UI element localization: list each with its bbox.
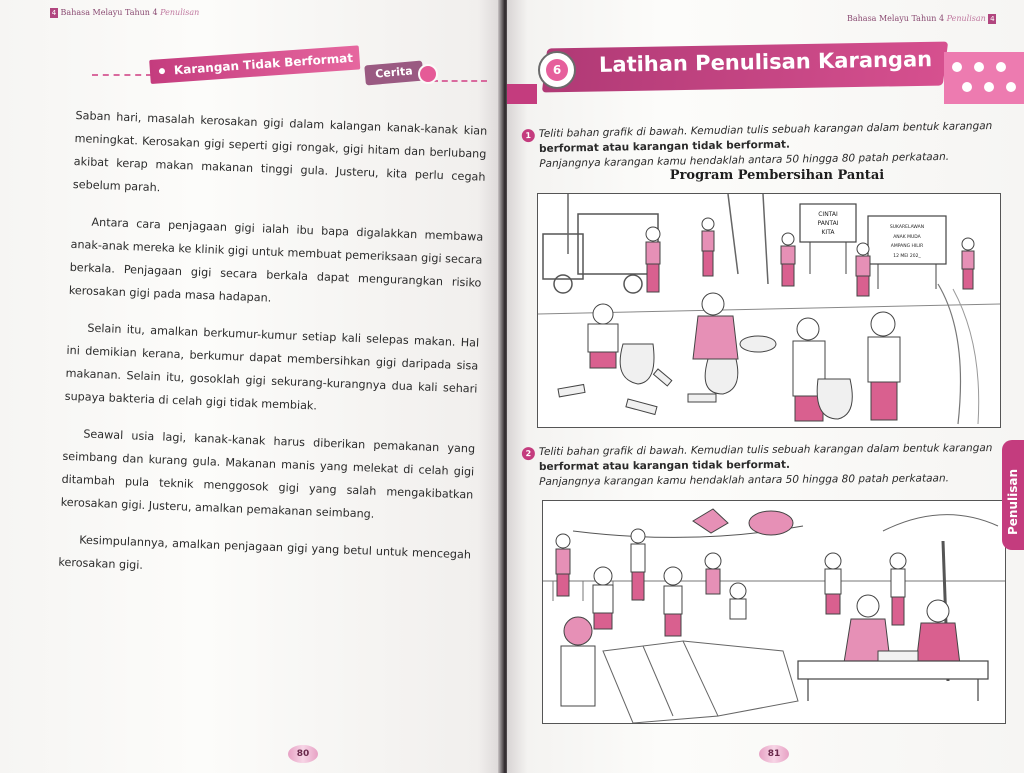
image-title: Program Pembersihan Pantai bbox=[669, 168, 885, 183]
question-1 bbox=[525, 119, 1006, 172]
question-length: Panjangnya karangan kamu hendaklah antara 50 hingga 80 patah perkataan. bbox=[539, 472, 949, 488]
side-tab-label: Penulisan bbox=[1006, 468, 1020, 535]
section-ribbon bbox=[149, 45, 360, 84]
tag-knob-icon bbox=[418, 64, 438, 84]
page-number: 80 bbox=[288, 745, 318, 763]
running-head-section: Penulisan bbox=[946, 14, 986, 23]
svg-text:AMPANG HILIR: AMPANG HILIR bbox=[890, 244, 924, 249]
unit-emblem-icon bbox=[537, 50, 577, 90]
question-instruction: Teliti bahan grafik di bawah. Kemudian tulis sebuah karangan dalam bentuk karangan bbox=[538, 442, 993, 458]
question-format: berformat atau karangan tidak berformat. bbox=[538, 458, 791, 473]
essay-body bbox=[57, 104, 487, 603]
playground-illustration bbox=[542, 500, 1006, 724]
dot-pattern bbox=[944, 52, 1024, 104]
chapter-icon: 4 bbox=[51, 9, 57, 17]
question-format: berformat atau karangan tidak berformat. bbox=[538, 138, 791, 155]
svg-text:SUKARELAWAN: SUKARELAWAN bbox=[889, 225, 925, 230]
question-instruction: Teliti bahan grafik di bawah. Kemudian tulis sebuah karangan dalam bentuk karangan bbox=[538, 120, 993, 140]
left-running-head bbox=[50, 8, 199, 18]
svg-text:6: 6 bbox=[552, 63, 562, 77]
question-number: 1 bbox=[522, 129, 535, 142]
running-head-section: Penulisan bbox=[160, 8, 200, 17]
essay-paragraph: Antara cara penjagaan gigi ialah ibu bapa digalakkan membawa anak-anak mereka ke klinik gigi untuk membuat pemeriksaan gigi secara berkala. Penjagaan gigi secara berkala dapat mengurangkan risiko kerosakan gigi pada masa hadapan. bbox=[68, 215, 484, 305]
genre-tag: Cerita bbox=[364, 61, 424, 86]
svg-text:CINTAI: CINTAI bbox=[818, 211, 838, 218]
essay-paragraph: Kesimpulannya, amalkan penjagaan gigi yang betul untuk mencegah kerosakan gigi. bbox=[58, 533, 472, 572]
essay-paragraph: Seawal usia lagi, kanak-kanak harus diberikan pemakanan yang seimbang dan kurang gula. Makanan manis yang melekat di celah gigi ditambah pula teknik menggosok gigi yang salah mengakibatkan kerosakan gigi. Justeru, amalkan pemakanan seimbang. bbox=[60, 427, 476, 521]
right-running-head bbox=[847, 14, 996, 24]
page-title: Latihan Penulisan Karangan bbox=[598, 47, 933, 77]
section-side-tab bbox=[1002, 440, 1024, 550]
section-ribbon-label: Karangan Tidak Berformat bbox=[173, 50, 354, 78]
svg-text:ANAK MUDA: ANAK MUDA bbox=[893, 235, 921, 240]
running-head-title: Bahasa Melayu Tahun 4 bbox=[60, 8, 158, 17]
running-head-title: Bahasa Melayu Tahun 4 bbox=[847, 14, 945, 23]
question-length: Panjangnya karangan kamu hendaklah antara 50 hingga 80 patah perkataan. bbox=[539, 150, 950, 170]
right-page bbox=[507, 0, 1024, 773]
svg-text:12 MEI 202_: 12 MEI 202_ bbox=[893, 254, 921, 259]
essay-paragraph: Saban hari, masalah kerosakan gigi dalam kalangan kanak-kanak kian meningkat. Kerosakan gigi seperti gigi rongak, gigi hitam dan berlubang akibat kerap makan makanan tinggi gula. Justeru, kita perlu cegah sebelum parah. bbox=[72, 108, 488, 195]
chapter-icon: 4 bbox=[990, 15, 995, 23]
question-number: 2 bbox=[522, 447, 535, 460]
left-page bbox=[0, 0, 503, 773]
question-2 bbox=[525, 441, 1005, 490]
header-dash-right bbox=[432, 80, 487, 82]
header-accent bbox=[507, 84, 537, 104]
svg-text:PANTAI: PANTAI bbox=[817, 220, 839, 227]
svg-text:KITA: KITA bbox=[821, 229, 835, 236]
essay-paragraph: Selain itu, amalkan berkumur-kumur setiap kali selepas makan. Hal ini demikian kerana, berkumur dapat membersihkan gigi daripada sisa makanan. Selain itu, gosoklah gigi sekurang-kurangnya dua kali sehari supaya bakteria di celah gigi tidak membiak. bbox=[64, 321, 480, 413]
header-dash-left bbox=[92, 74, 152, 76]
beach-cleanup-illustration bbox=[537, 193, 1001, 428]
page-number: 81 bbox=[759, 745, 789, 763]
bullet-icon bbox=[159, 68, 165, 74]
